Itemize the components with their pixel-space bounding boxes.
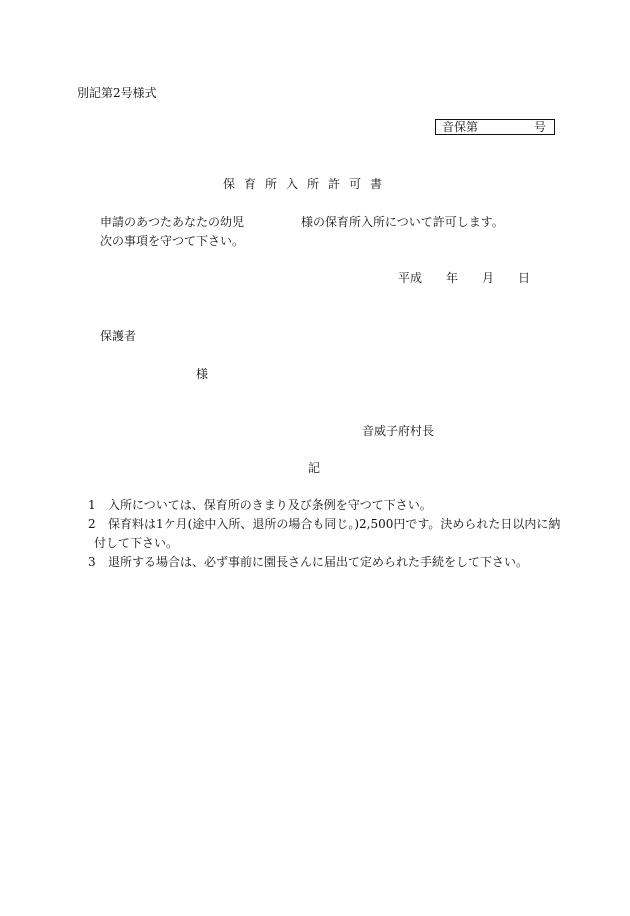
list-item-number: 3 (88, 555, 96, 569)
document-number-prefix: 音保第 (442, 120, 479, 134)
ki-heading: 記 (308, 461, 321, 475)
date-year: 年 (446, 271, 459, 285)
document-number-suffix: 号 (533, 120, 546, 134)
list-item-continuation: 付して下さい。 (94, 536, 179, 550)
date-month: 月 (482, 271, 495, 285)
list-item-text: 入所については、保育所のきまり及び条例を守つて下さい。 (108, 498, 432, 512)
form-label: 別記第2号様式 (77, 86, 157, 100)
list-item-number: 1 (88, 498, 96, 512)
body-line2: 次の事項を守つて下さい。 (100, 234, 245, 248)
list-item-number: 2 (88, 517, 96, 531)
list-item (88, 554, 528, 570)
list-item (88, 516, 560, 532)
date-day: 日 (518, 271, 531, 285)
issuer-name: 音威子府村長 (362, 424, 435, 438)
list-item (88, 497, 432, 513)
guardian-label: 保護者 (100, 329, 137, 343)
body-line1-start: 申請のあつたあなたの幼児 (100, 215, 245, 229)
date-era: 平成 (398, 271, 423, 285)
document-number-box (435, 119, 555, 135)
honorific-sama: 様 (196, 367, 209, 381)
body-line1-end: 様の保育所入所について許可します。 (301, 215, 504, 229)
list-item-text: 退所する場合は、必ず事前に園長さんに届出て定められた手続をして下さい。 (108, 555, 529, 569)
date-line (398, 270, 530, 286)
list-item-text: 保育料は1ケ月(途中入所、退所の場合も同じ。)2,500円です。決められた日以内に納 (108, 517, 561, 531)
document-title: 保育所入所許可書 (223, 177, 392, 191)
